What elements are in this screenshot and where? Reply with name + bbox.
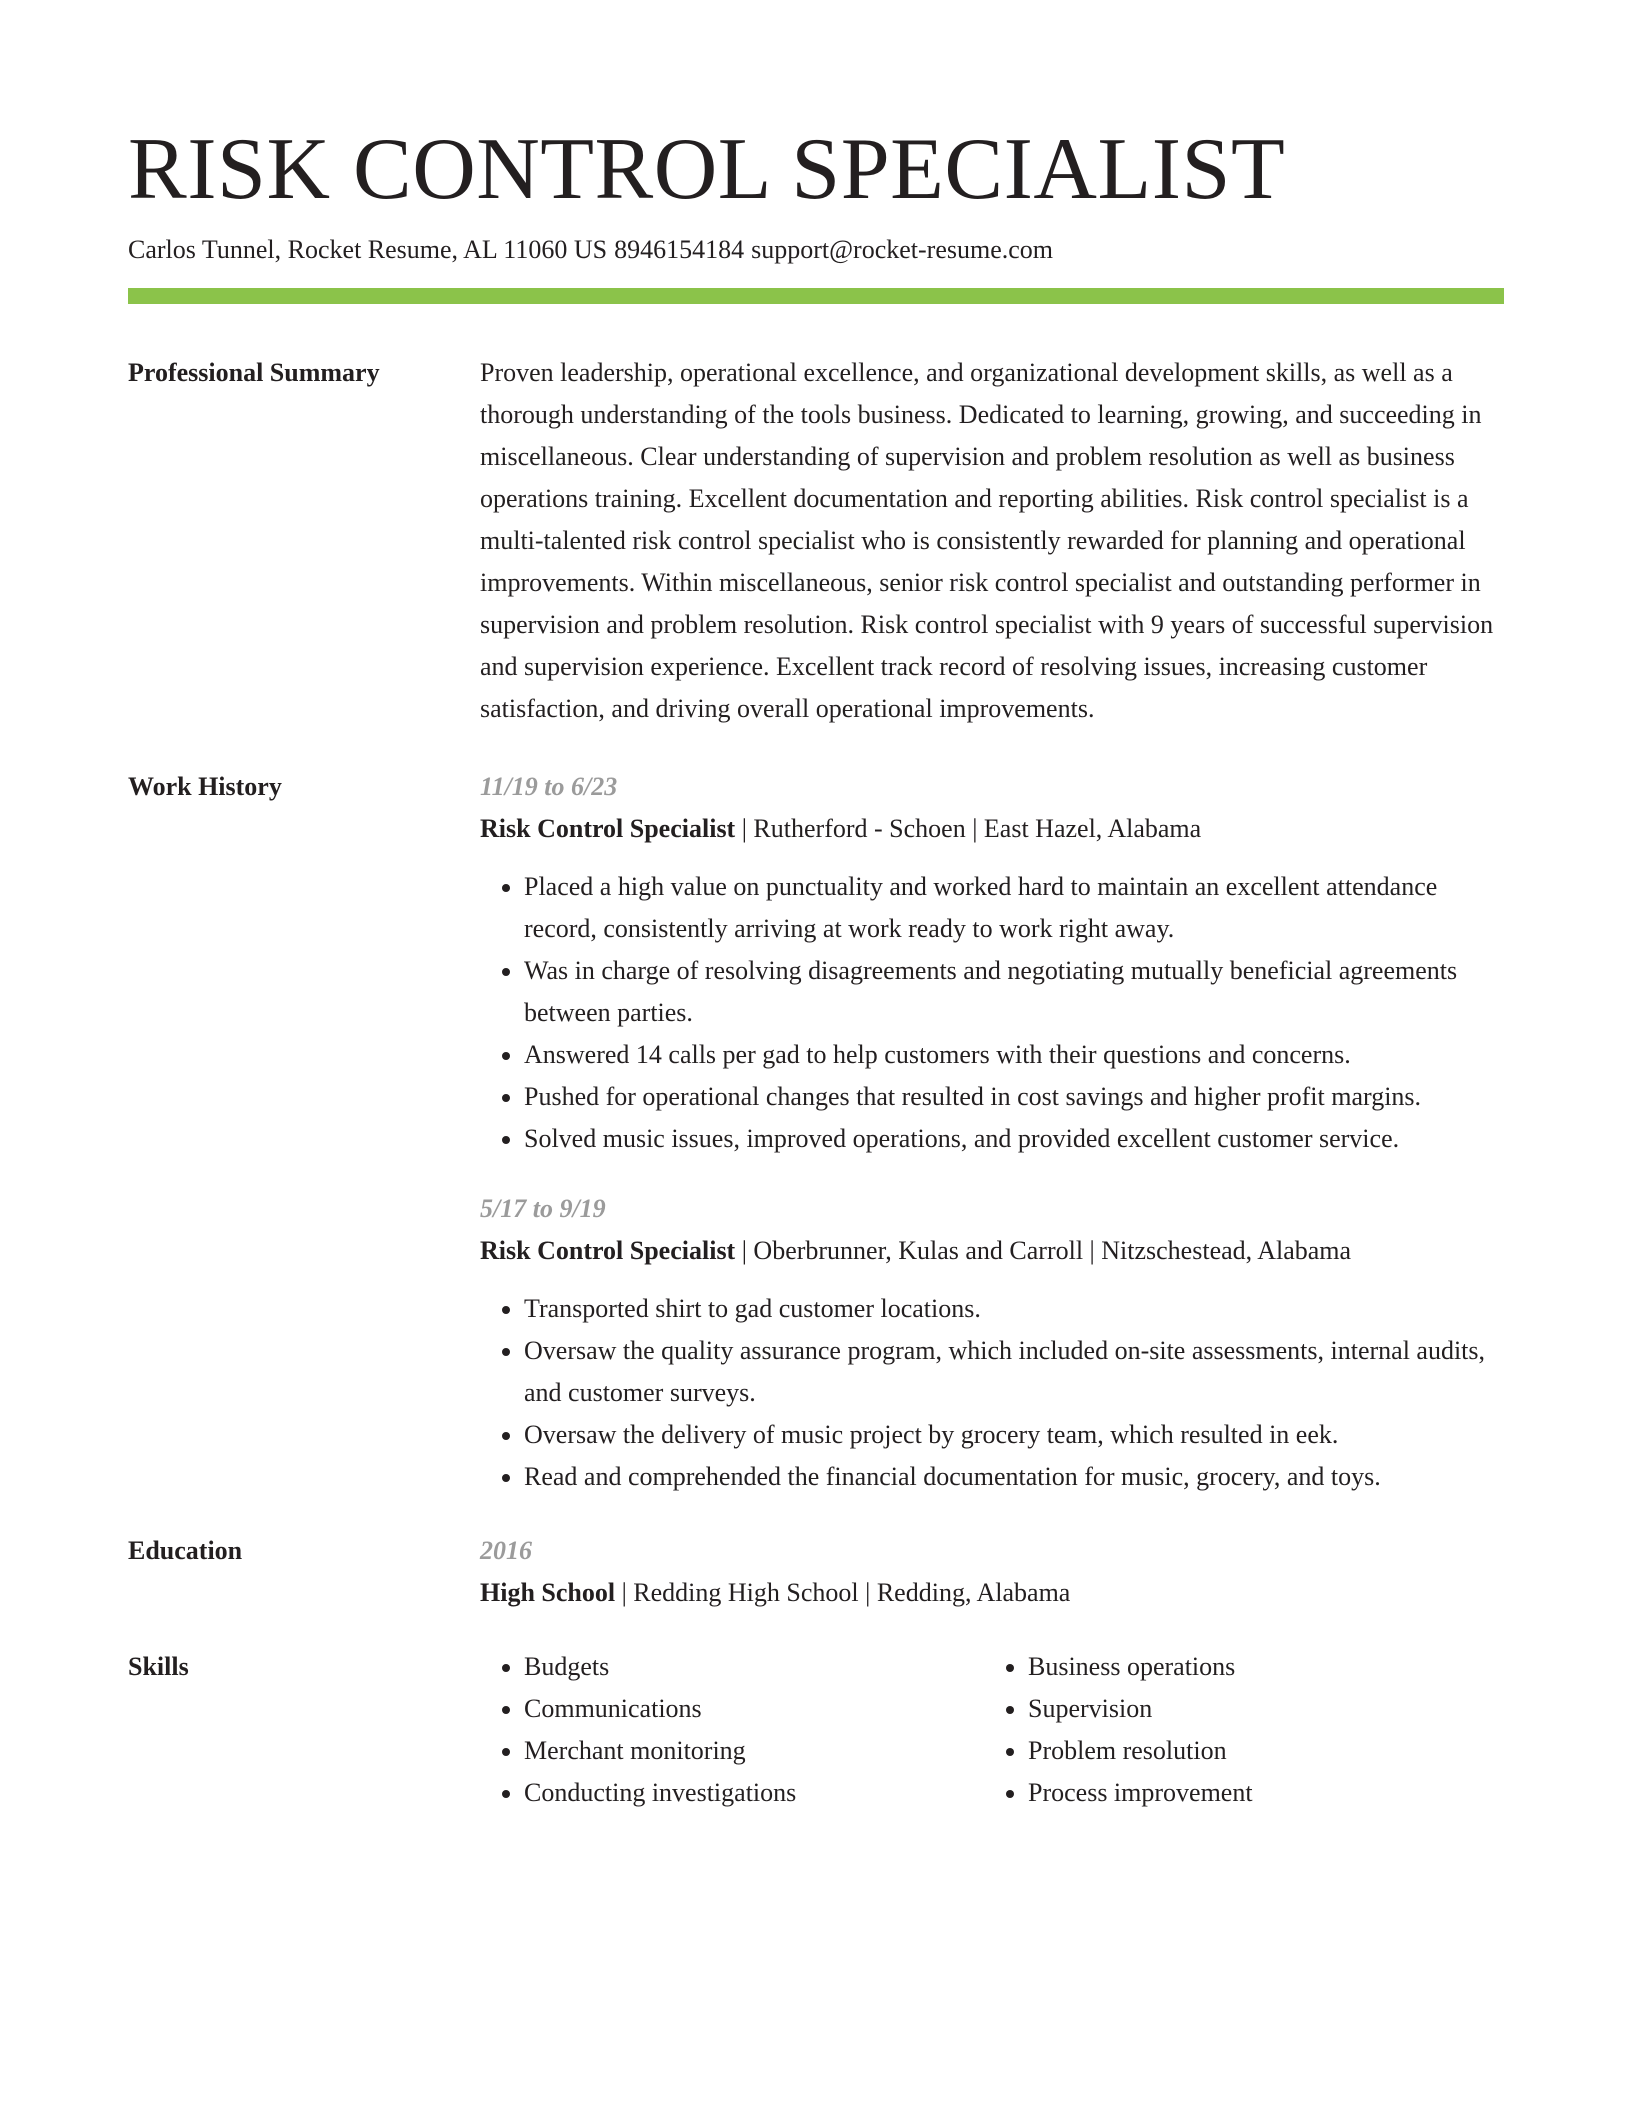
resume-page	[128, 120, 1504, 1814]
contact-email: support@rocket-resume.com	[751, 235, 1054, 264]
job-bullets	[480, 866, 1504, 1160]
section-heading-summary: Professional Summary	[128, 358, 380, 387]
section-heading-skills: Skills	[128, 1652, 189, 1681]
skill-item: • Budgets	[524, 1646, 984, 1688]
skill-item: • Communications	[524, 1688, 984, 1730]
job-title: Risk Control Specialist	[480, 814, 736, 843]
job-bullet: • Oversaw the delivery of music project by grocery team, which resulted in eek.	[524, 1414, 1504, 1456]
contact-phone: 8946154184	[614, 235, 745, 264]
skill-item: • Merchant monitoring	[524, 1730, 984, 1772]
job-bullet: • Read and comprehended the financial documentation for music, grocery, and toys.	[524, 1456, 1504, 1498]
skill-item: • Conducting investigations	[524, 1772, 984, 1814]
job-dates: 11/19 to 6/23	[480, 772, 618, 801]
job-heading	[480, 1230, 1504, 1272]
job-heading	[480, 808, 1504, 850]
skills-section	[128, 1646, 1504, 1814]
education-heading	[480, 1572, 1504, 1614]
work-history-body	[480, 766, 1504, 1498]
job-bullet: • Oversaw the quality assurance program, which included on-site assessments, internal audits, and customer surveys.	[524, 1330, 1504, 1414]
contact-line	[128, 232, 1504, 268]
education-body	[480, 1530, 1504, 1614]
section-heading-education: Education	[128, 1536, 243, 1565]
contact-address: Carlos Tunnel, Rocket Resume, AL 11060 US	[128, 235, 608, 264]
education-section	[128, 1530, 1504, 1614]
skill-item: • Business operations	[1028, 1646, 1488, 1688]
resume-title: RISK CONTROL SPECIALIST	[128, 121, 1286, 218]
job-title: Risk Control Specialist	[480, 1236, 736, 1265]
job-details: | Oberbrunner, Kulas and Carroll | Nitzschestead, Alabama	[735, 1236, 1352, 1265]
education-details: | Redding High School | Redding, Alabama	[615, 1578, 1071, 1607]
summary-section	[128, 352, 1504, 730]
job-bullet: • Transported shirt to gad customer locations.	[524, 1288, 1504, 1330]
skills-list	[480, 1646, 1504, 1814]
job-bullet: • Solved music issues, improved operations, and provided excellent customer service.	[524, 1118, 1504, 1160]
skill-item: • Process improvement	[1028, 1772, 1488, 1814]
skill-item: • Supervision	[1028, 1688, 1488, 1730]
job-entry	[480, 1188, 1504, 1498]
section-heading-work-history: Work History	[128, 772, 282, 801]
header-divider	[128, 288, 1504, 304]
skill-item: • Problem resolution	[1028, 1730, 1488, 1772]
job-details: | Rutherford - Schoen | East Hazel, Alabama	[735, 814, 1202, 843]
job-bullet: • Placed a high value on punctuality and worked hard to maintain an excellent attendance record, consistently arriving at work ready to work right away.	[524, 866, 1504, 950]
job-bullet: • Answered 14 calls per gad to help customers with their questions and concerns.	[524, 1034, 1504, 1076]
job-dates: 5/17 to 9/19	[480, 1194, 606, 1223]
skills-column-left	[480, 1646, 984, 1814]
job-entry	[480, 766, 1504, 1160]
job-bullet: • Pushed for operational changes that resulted in cost savings and higher profit margins.	[524, 1076, 1504, 1118]
summary-text: Proven leadership, operational excellence, and organizational development skills, as well as a thorough understanding of the tools business. Dedicated to learning, growing, and succeeding in miscellaneous. Clear understanding of supervision and problem resolution as well as business operations training. Excellent documentation and reporting abilities. Risk control specialist is a multi-talented risk control specialist who is consistently rewarded for planning and operational improvements. Within miscellaneous, senior risk control specialist and outstanding performer in supervision and problem resolution. Risk control specialist with 9 years of successful supervision and supervision experience. Excellent track record of resolving issues, increasing customer satisfaction, and driving overall operational improvements.	[480, 358, 1494, 723]
job-bullet: • Was in charge of resolving disagreements and negotiating mutually beneficial agreements between parties.	[524, 950, 1504, 1034]
education-degree: High School	[480, 1578, 616, 1607]
work-history-section	[128, 766, 1504, 1498]
education-date: 2016	[480, 1536, 532, 1565]
skills-column-right	[984, 1646, 1488, 1814]
job-bullets	[480, 1288, 1504, 1498]
